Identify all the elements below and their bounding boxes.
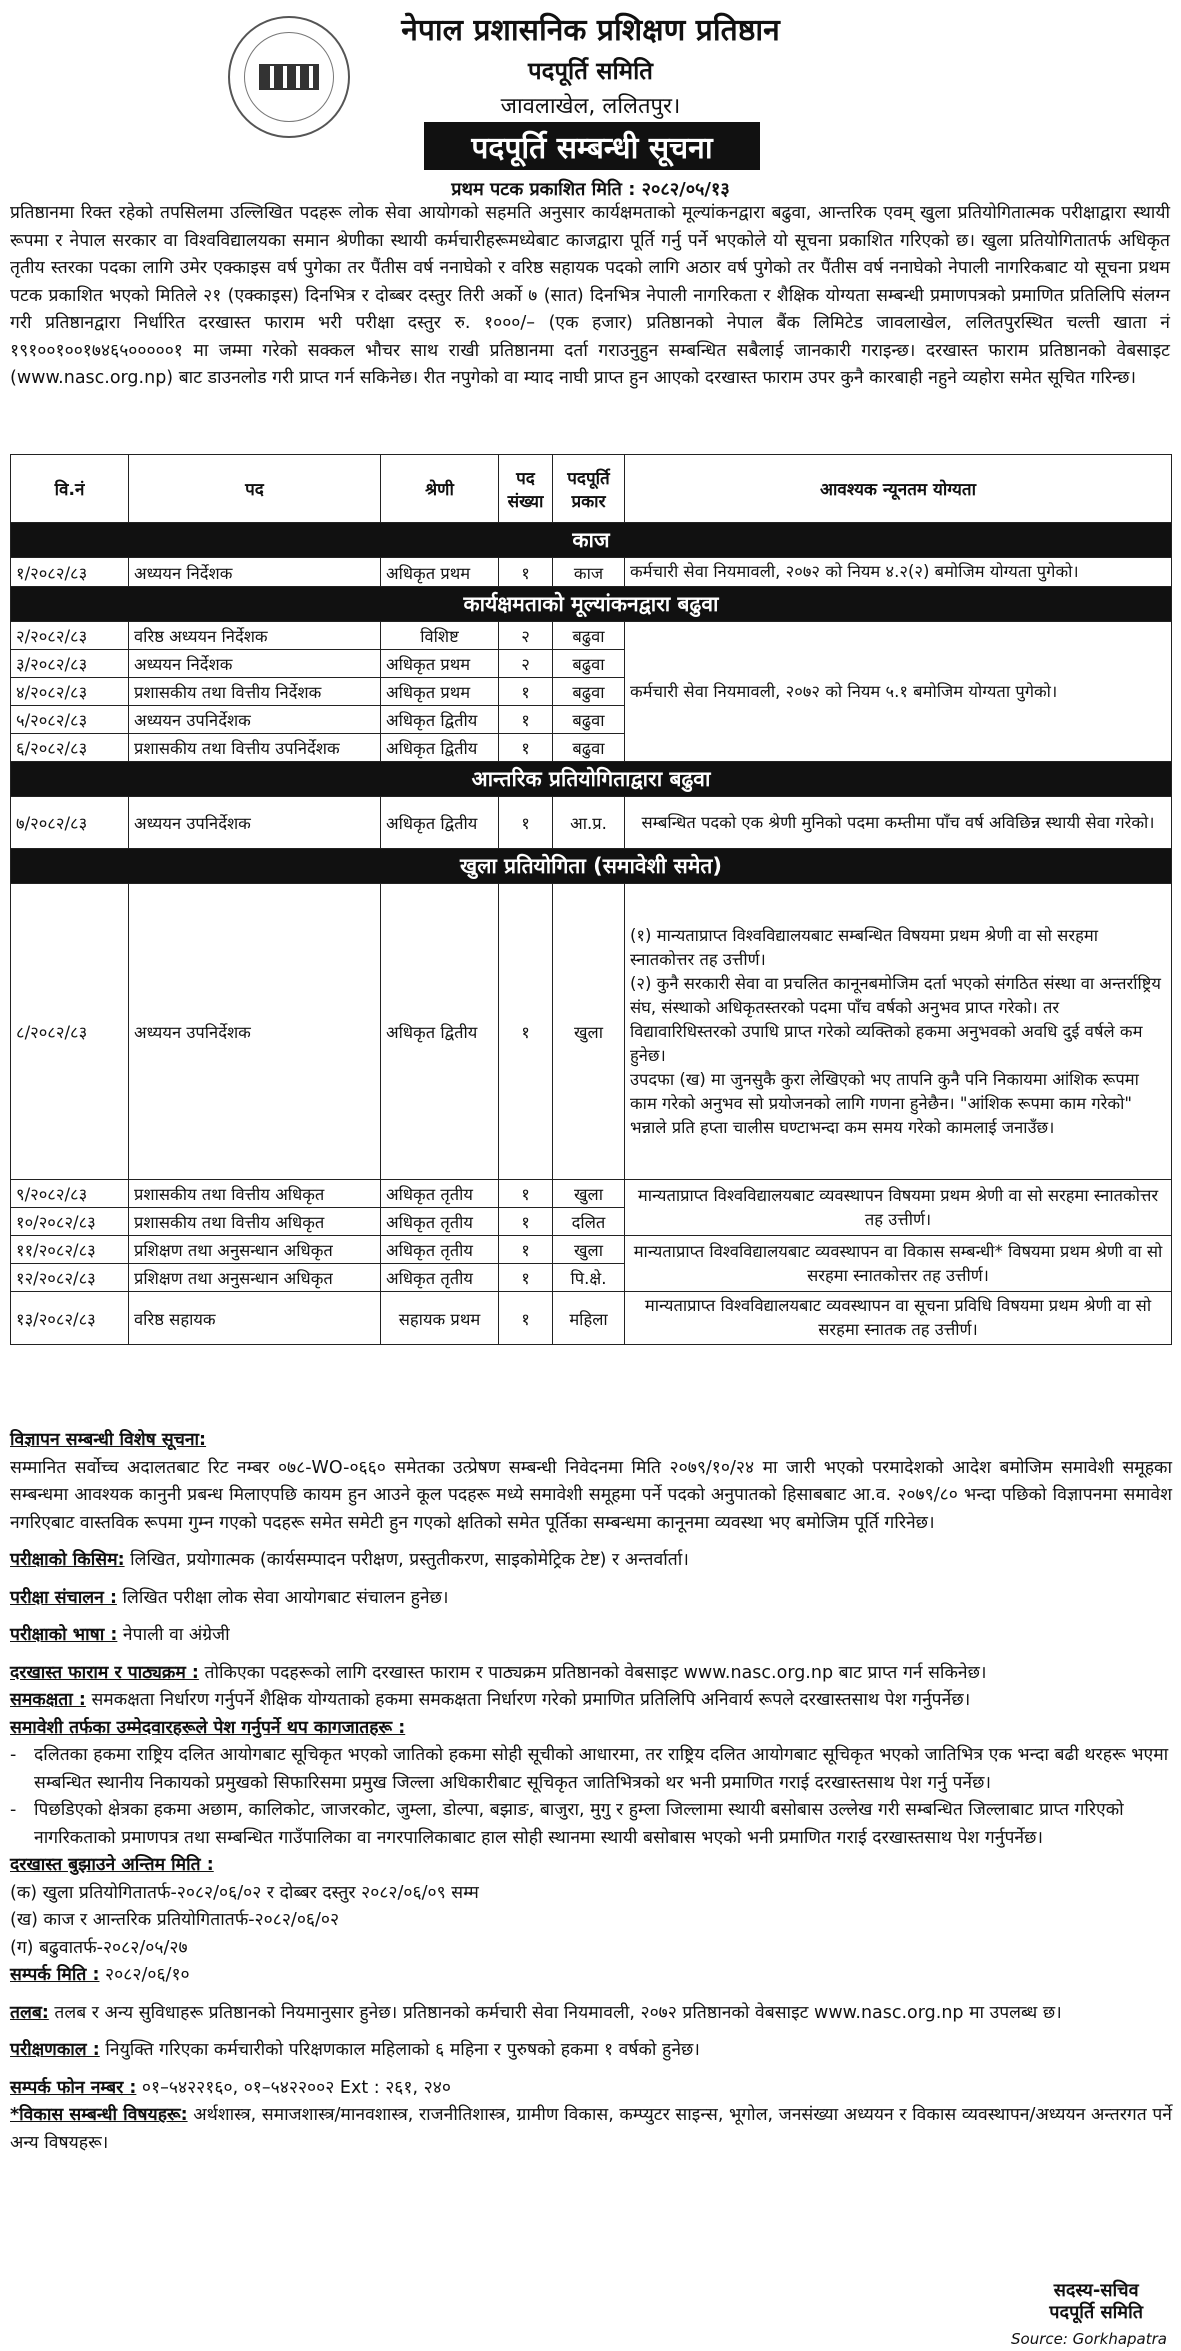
section-title: काज xyxy=(11,523,1172,558)
phone-text: ०१–५४२२१६०, ०१–५४२२००२ Ext : २६१, २४० xyxy=(136,2077,451,2098)
cell-class: अधिकृत तृतीय xyxy=(381,1264,499,1292)
table-row xyxy=(11,1180,1172,1208)
cell-no: ५/२०८२/८३ xyxy=(11,706,129,734)
contact-date: २०८२/०६/१० xyxy=(99,1965,190,1985)
cell-post: वरिष्ठ अध्ययन निर्देशक xyxy=(129,622,381,650)
dev-subjects-text: अर्थशास्त्र, समाजशास्त्र/मानवशास्त्र, राजनीतिशास्त्र, ग्रामीण विकास, कम्प्युटर साइन्स, भूगोल, जनसंख्या अध्ययन र विकास व्यवस्थापन/अध्ययन अन्तरगत पर्ने अन्य विषयहरू। xyxy=(10,2105,1172,2153)
deadline-open: (क) खुला प्रतियोगितातर्फ-२०८२/०६/०२ र दोब्बर दस्तुर २०८२/०६/०९ सम्म xyxy=(10,1882,479,1903)
exam-language-text: नेपाली वा अंग्रेजी xyxy=(117,1625,230,1645)
notice-title: पदपूर्ति सम्बन्धी सूचना xyxy=(424,122,760,170)
cell-post: अध्ययन उपनिर्देशक xyxy=(129,884,381,1180)
probation-label: परीक्षणकाल : xyxy=(10,2040,100,2060)
section-row xyxy=(11,587,1172,622)
cell-class: अधिकृत द्वितीय xyxy=(381,884,499,1180)
cell-class: विशिष्ट xyxy=(381,622,499,650)
cell-type: महिला xyxy=(553,1292,625,1345)
cell-class: अधिकृत प्रथम xyxy=(381,650,499,678)
salary-text: तलब र अन्य सुविधाहरू प्रतिष्ठानको नियमानुसार हुनेछ। प्रतिष्ठानको कर्मचारी सेवा नियमावली, २०७२ प्रतिष्ठानको वेबसाइट www.nasc.org.np मा उपलब्ध छ। xyxy=(48,2002,1062,2023)
inclusive-docs-label: समावेशी तर्फका उम्मेदवारहरूले पेश गर्नुपर्ने थप कागजातहरू : xyxy=(10,1717,406,1738)
table-row xyxy=(11,884,1172,1180)
cell-no: ७/२०८२/८३ xyxy=(11,797,129,849)
signature-title: सदस्य-सचिव xyxy=(1053,2280,1139,2301)
cell-class: अधिकृत द्वितीय xyxy=(381,706,499,734)
cell-class: अधिकृत तृतीय xyxy=(381,1180,499,1208)
qualification-item: (२) कुनै सरकारी सेवा वा प्रचलित कानूनबमोजिम दर्ता भएको संगठित संस्था वा अन्तर्राष्ट्रिय संघ, संस्थाको अधिकृतस्तरको पदमा पाँच वर्षको अनुभव प्राप्त गरेको। तर विद्यावारिधिस्तरको उपाधि प्राप्त गरेको व्यक्तिको हकमा अनुभवको अवधि दुई वर्षले कम हुनेछ। xyxy=(630,973,1161,1065)
committee-name: पदपूर्ति समिति xyxy=(528,57,653,85)
cell-count: १ xyxy=(499,706,553,734)
inclusive-doc-dalit: दलितका हकमा राष्ट्रिय दलित आयोगबाट सूचिकृत भएको जातिको हकमा सोही सूचीको आधारमा, तर राष्ट्रिय दलित आयोगबाट सूचिकृत भएको जातिभित्र एक भन्दा बढी थरहरू भएमा सम्बन्धित स्थानीय निकायको प्रमुखको सिफारिसमा प्रमुख जिल्ला अधिकारीबाट सूचिकृत जातिभित्रको थर भनी प्रमाणित गराई दरखास्तसाथ पेश गर्नु पर्नेछ। xyxy=(34,1745,1169,1793)
cell-class: सहायक प्रथम xyxy=(381,1292,499,1345)
cell-type: काज xyxy=(553,558,625,587)
cell-no: १/२०८२/८३ xyxy=(11,558,129,587)
exam-type-label: परीक्षाको किसिम: xyxy=(10,1550,125,1570)
cell-post: प्रशासकीय तथा वित्तीय निर्देशक xyxy=(129,678,381,706)
intro-paragraph: प्रतिष्ठानमा रिक्त रहेको तपसिलमा उल्लिखित पदहरू लोक सेवा आयोगको सहमति अनुसार कार्यक्षमताको मूल्यांकनद्वारा बढुवा, आन्तरिक एवम् खुला प्रतियोगितात्मक परीक्षाद्वारा स्थायी रूपमा र नेपाल सरकार वा विश्वविद्यालयका समान श्रेणीका स्थायी कर्मचारीहरूमध्येबाट काजद्वारा पूर्ति गर्नु पर्ने भएकोले यो सूचना प्रकाशित गरिएको छ। खुला प्रतियोगितातर्फ अधिकृत तृतीय स्तरका पदका लागि उमेर एक्काइस वर्ष पुगेका तर पैंतीस वर्ष ननाघेको र वरिष्ठ सहायक पदको लागि अठार वर्ष पुगेको तर पैंतीस वर्ष ननाघेको नेपाली नागरिकबाट यो सूचना प्रथम पटक प्रकाशित भएको मितिले २१ (एक्काइस) दिनभित्र र दोब्बर दस्तुर तिरी अर्को ७ (सात) दिनभित्र नेपाली नागरिकता र शैक्षिक योग्यता सम्बन्धी प्रमाणपत्रको प्रमाणित प्रतिलिपि संलग्न गरी प्रतिष्ठानद्वारा निर्धारित दरखास्त फाराम भरी परीक्षा दस्तुर रु. १०००/– (एक हजार) प्रतिष्ठानको नेपाल बैंक लिमिटेड जावलाखेल, ललितपुरस्थित चल्ती खाता नं १९१००१००१७४६५०००००१ मा जम्मा गरेको सक्कल भौचर साथ राखी प्रतिष्ठानमा दर्ता गराउनुहुन सम्बन्धित सबैलाई जानकारी गराइन्छ। दरखास्त फाराम प्रतिष्ठानको वेबसाइट (www.nasc.org.np) बाट डाउनलोड गरी प्राप्त गर्न सकिनेछ। रीत नपुगेको वा म्याद नाघी प्राप्त हुन आएको दरखास्त फाराम उपर कुनै कारबाही नहुने व्यहोरा समेत सूचित गरिन्छ। xyxy=(10,203,1170,388)
equivalence-text: समकक्षता निर्धारण गर्नुपर्ने शैक्षिक योग्यताको हकमा समकक्षता निर्धारण गरेको प्रमाणित प्रतिलिपि अनिवार्य रूपले दरखास्तसाथ पेश गर्नुपर्नेछ। xyxy=(85,1690,971,1710)
publish-date: प्रथम पटक प्रकाशित मिति : २०८२/०५/१३ xyxy=(451,179,730,200)
special-notice-text: सम्मानित सर्वोच्च अदालतबाट रिट नम्बर ०७८-WO-०६६० समेतका उत्प्रेषण सम्बन्धी निवेदनमा मिति २०७९/१०/२४ मा जारी भएको परमादेशको आदेश बमोजिम समावेशी समूहका सम्बन्धमा आवश्यक कानुनी प्रबन्ध मिलाएपछि कायम हुन आउने कूल पदहरू मध्ये समावेशी समूहमा पर्ने पदको अनुपातको हिसाबबाट आ.व. २०७९/८० भन्दा पछिको विज्ञापनमा समावेश नगरिएबाट वास्तविक रूपमा गुम्न गएको पदहरू समेत समेटी हुन गएको क्षतिको समेत पूर्तिका सम्बन्धमा कानूनमा व्यवस्था भए बमोजिम पूर्ति गरिनेछ। xyxy=(10,1457,1172,1533)
cell-no: ११/२०८२/८३ xyxy=(11,1236,129,1264)
cell-qualification: कर्मचारी सेवा नियमावली, २०७२ को नियम ५.१ बमोजिम योग्यता पुगेको। xyxy=(625,622,1172,762)
cell-no: १०/२०८२/८३ xyxy=(11,1208,129,1236)
deadline-kaaj: (ख) काज र आन्तरिक प्रतियोगितातर्फ-२०८२/०६/०२ xyxy=(10,1910,340,1930)
cell-post: प्रशासकीय तथा वित्तीय अधिकृत xyxy=(129,1180,381,1208)
cell-type: बढुवा xyxy=(553,706,625,734)
signature-block xyxy=(1049,2280,1143,2324)
special-notice-label: विज्ञापन सम्बन्धी विशेष सूचना: xyxy=(10,1430,207,1450)
cell-qualification: मान्यताप्राप्त विश्वविद्यालयबाट व्यवस्थापन विषयमा प्रथम श्रेणी वा सो सरहमा स्नातकोत्तर तह उत्तीर्ण। xyxy=(625,1180,1172,1236)
list-item: - पिछडिएको क्षेत्रका हकमा अछाम, कालिकोट, जाजरकोट, जुम्ला, डोल्पा, बझाङ, बाजुरा, मुगु र हुम्ला जिल्लामा स्थायी बसोबास उल्लेख गरी सम्बन्धित जिल्लाबाट प्राप्त गरिएको नागरिकताको प्रमाणपत्र तथा सम्बन्धित गाउँपालिका वा नगरपालिकाबाट हाल सोही स्थानमा स्थायी बसोबास भएको भनी प्रमाणित गराई दरखास्तसाथ पेश गर्नुपर्नेछ। xyxy=(10,1797,1172,1852)
signature-committee: पदपूर्ति समिति xyxy=(1049,2302,1143,2323)
cell-type: बढुवा xyxy=(553,734,625,762)
cell-post: अध्ययन उपनिर्देशक xyxy=(129,706,381,734)
vacancy-table xyxy=(10,454,1172,1345)
cell-count: १ xyxy=(499,1236,553,1264)
table-row xyxy=(11,1236,1172,1264)
cell-class: अधिकृत प्रथम xyxy=(381,678,499,706)
col-header: वि.नं xyxy=(11,455,129,523)
cell-count: १ xyxy=(499,1264,553,1292)
cell-no: ९/२०८२/८३ xyxy=(11,1180,129,1208)
cell-class: अधिकृत प्रथम xyxy=(381,558,499,587)
cell-post: प्रशिक्षण तथा अनुसन्धान अधिकृत xyxy=(129,1236,381,1264)
qualification-item: उपदफा (ख) मा जुनसुकै कुरा लेखिएको भए तापनि कुनै पनि निकायमा आंशिक रूपमा काम गरेको अनुभव सो प्रयोजनको लागि गणना हुनेछैन। "आंशिक रूपमा काम गरेको" भन्नाले प्रति हप्ता चालीस घण्टाभन्दा कम समय गरेको कामलाई जनाउँछ। xyxy=(630,1069,1139,1137)
section-row xyxy=(11,762,1172,797)
cell-no: १३/२०८२/८३ xyxy=(11,1292,129,1345)
cell-count: १ xyxy=(499,734,553,762)
qualification-item: (१) मान्यताप्राप्त विश्वविद्यालयबाट सम्बन्धित विषयमा प्रथम श्रेणी वा सो सरहमा स्नातकोत्तर तह उत्तीर्ण। xyxy=(630,925,1098,969)
form-label: दरखास्त फाराम र पाठ्यक्रम : xyxy=(10,1662,199,1683)
cell-no: ६/२०८२/८३ xyxy=(11,734,129,762)
cell-count: १ xyxy=(499,797,553,849)
cell-no: ४/२०८२/८३ xyxy=(11,678,129,706)
col-header: आवश्यक न्यूनतम योग्यता xyxy=(625,455,1172,523)
table-row xyxy=(11,558,1172,587)
cell-post: प्रशासकीय तथा वित्तीय उपनिर्देशक xyxy=(129,734,381,762)
cell-qualification: मान्यताप्राप्त विश्वविद्यालयबाट व्यवस्थापन वा सूचना प्रविधि विषयमा प्रथम श्रेणी वा सो सरहमा स्नातक तह उत्तीर्ण। xyxy=(625,1292,1172,1345)
cell-type: खुला xyxy=(553,884,625,1180)
cell-no: १२/२०८२/८३ xyxy=(11,1264,129,1292)
equivalence-label: समकक्षता : xyxy=(10,1690,86,1710)
col-header: पदपूर्ति प्रकार xyxy=(553,455,625,523)
section-title: आन्तरिक प्रतियोगिताद्वारा बढुवा xyxy=(11,762,1172,797)
deadline-label: दरखास्त बुझाउने अन्तिम मिति : xyxy=(10,1855,214,1875)
cell-qualification: सम्बन्धित पदको एक श्रेणी मुनिको पदमा कम्तीमा पाँच वर्ष अविछिन्न स्थायी सेवा गरेको। xyxy=(625,797,1172,849)
cell-post: प्रशिक्षण तथा अनुसन्धान अधिकृत xyxy=(129,1264,381,1292)
cell-count: २ xyxy=(499,622,553,650)
cell-qualification: मान्यताप्राप्त विश्वविद्यालयबाट व्यवस्थापन वा विकास सम्बन्धी* विषयमा प्रथम श्रेणी वा सो सरहमा स्नातकोत्तर तह उत्तीर्ण। xyxy=(625,1236,1172,1292)
section-row xyxy=(11,849,1172,884)
contact-date-label: सम्पर्क मिति : xyxy=(10,1965,100,1985)
cell-post: वरिष्ठ सहायक xyxy=(129,1292,381,1345)
table-row xyxy=(11,622,1172,650)
cell-count: २ xyxy=(499,650,553,678)
cell-post: अध्ययन निर्देशक xyxy=(129,650,381,678)
section-row xyxy=(11,523,1172,558)
org-address: जावलाखेल, ललितपुर। xyxy=(500,94,681,119)
cell-type: आ.प्र. xyxy=(553,797,625,849)
org-name: नेपाल प्रशासनिक प्रशिक्षण प्रतिष्ठान xyxy=(401,13,780,48)
cell-no: ८/२०८२/८३ xyxy=(11,884,129,1180)
cell-post: अध्ययन निर्देशक xyxy=(129,558,381,587)
cell-count: १ xyxy=(499,1292,553,1345)
cell-qualification: कर्मचारी सेवा नियमावली, २०७२ को नियम ४.२(२) बमोजिम योग्यता पुगेको। xyxy=(625,558,1172,587)
list-item: - दलितका हकमा राष्ट्रिय दलित आयोगबाट सूचिकृत भएको जातिको हकमा सोही सूचीको आधारमा, तर राष्ट्रिय दलित आयोगबाट सूचिकृत भएको जातिभित्र एक भन्दा बढी थरहरू भएमा सम्बन्धित स्थानीय निकायको प्रमुखको सिफारिसमा प्रमुख जिल्ला अधिकारीबाट सूचिकृत जातिभित्रको थर भनी प्रमाणित गराई दरखास्तसाथ पेश गर्नु पर्नेछ। xyxy=(10,1742,1172,1797)
exam-conduct-label: परीक्षा संचालन : xyxy=(10,1587,117,1608)
cell-class: अधिकृत तृतीय xyxy=(381,1208,499,1236)
cell-type: बढुवा xyxy=(553,678,625,706)
cell-count: १ xyxy=(499,884,553,1180)
probation-text: नियुक्ति गरिएका कर्मचारीको परिक्षणकाल महिलाको ६ महिना र पुरुषको हकमा १ वर्षको हुनेछ। xyxy=(99,2040,700,2060)
salary-label: तलब: xyxy=(10,2002,49,2023)
table-row xyxy=(11,797,1172,849)
col-header: पद xyxy=(129,455,381,523)
exam-type-text: लिखित, प्रयोगात्मक (कार्यसम्पादन परीक्षण, प्रस्तुतीकरण, साइकोमेट्रिक टेष्ट) र अन्तर्वार्ता। xyxy=(124,1550,689,1570)
table-header-row xyxy=(11,455,1172,523)
cell-post: प्रशासकीय तथा वित्तीय अधिकृत xyxy=(129,1208,381,1236)
cell-qualification xyxy=(625,884,1172,1180)
cell-count: १ xyxy=(499,558,553,587)
col-header: पद संख्या xyxy=(499,455,553,523)
cell-type: बढुवा xyxy=(553,622,625,650)
cell-type: दलित xyxy=(553,1208,625,1236)
deadline-promotion: (ग) बढुवातर्फ-२०८२/०५/२७ xyxy=(10,1937,188,1958)
cell-class: अधिकृत द्वितीय xyxy=(381,797,499,849)
cell-count: १ xyxy=(499,1208,553,1236)
section-title: कार्यक्षमताको मूल्यांकनद्वारा बढुवा xyxy=(11,587,1172,622)
notes-section xyxy=(10,1427,1172,2157)
table-row xyxy=(11,1292,1172,1345)
cell-class: अधिकृत द्वितीय xyxy=(381,734,499,762)
cell-post: अध्ययन उपनिर्देशक xyxy=(129,797,381,849)
cell-type: खुला xyxy=(553,1236,625,1264)
exam-conduct-text: लिखित परीक्षा लोक सेवा आयोगबाट संचालन हुनेछ। xyxy=(116,1587,449,1608)
inclusive-doc-backward-region: पिछडिएको क्षेत्रका हकमा अछाम, कालिकोट, जाजरकोट, जुम्ला, डोल्पा, बझाङ, बाजुरा, मुगु र हुम्ला जिल्लामा स्थायी बसोबास उल्लेख गरी सम्बन्धित जिल्लाबाट प्राप्त गरिएको नागरिकताको प्रमाणपत्र तथा सम्बन्धित गाउँपालिका वा नगरपालिकाबाट हाल सोही स्थानमा स्थायी बसोबास भएको भनी प्रमाणित गराई दरखास्तसाथ पेश गर्नुपर्नेछ। xyxy=(34,1800,1124,1848)
phone-label: सम्पर्क फोन नम्बर : xyxy=(10,2077,137,2098)
cell-count: १ xyxy=(499,678,553,706)
section-title: खुला प्रतियोगिता (समावेशी समेत) xyxy=(11,849,1172,884)
cell-type: बढुवा xyxy=(553,650,625,678)
exam-language-label: परीक्षाको भाषा : xyxy=(10,1625,118,1645)
cell-no: २/२०८२/८३ xyxy=(11,622,129,650)
dev-subjects-label: *विकास सम्बन्धी विषयहरू: xyxy=(10,2105,188,2125)
cell-type: खुला xyxy=(553,1180,625,1208)
cell-class: अधिकृत तृतीय xyxy=(381,1236,499,1264)
source-credit: Source: Gorkhapatra xyxy=(1011,2330,1167,2348)
cell-count: १ xyxy=(499,1180,553,1208)
form-text: तोकिएका पदहरूको लागि दरखास्त फाराम र पाठ्यक्रम प्रतिष्ठानको वेबसाइट www.nasc.org.np बाट प्राप्त गर्न सकिनेछ। xyxy=(198,1662,987,1683)
cell-type: पि.क्षे. xyxy=(553,1264,625,1292)
cell-no: ३/२०८२/८३ xyxy=(11,650,129,678)
col-header: श्रेणी xyxy=(381,455,499,523)
